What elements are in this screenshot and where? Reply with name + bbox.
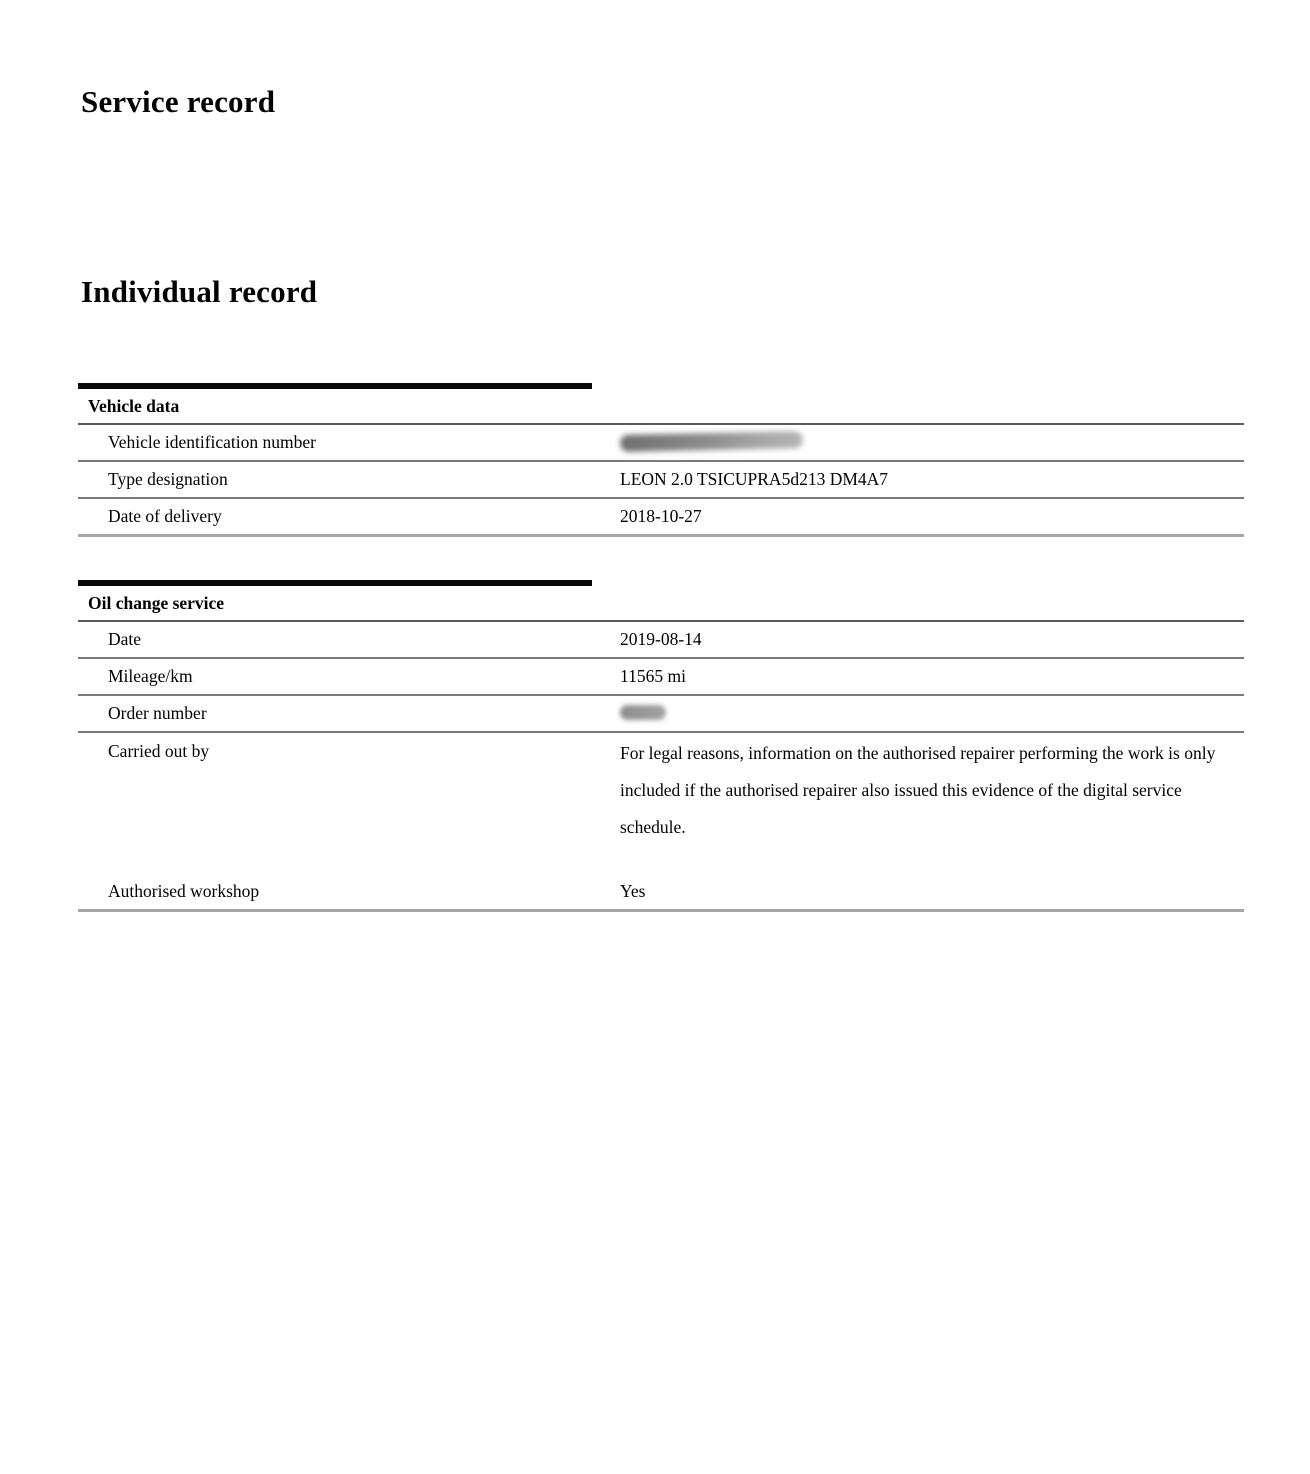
row-value: 2018-10-27	[620, 506, 702, 526]
row-label: Vehicle identification number	[108, 432, 316, 452]
row-label: Date of delivery	[108, 506, 222, 526]
row-value: 2019-08-14	[620, 629, 702, 649]
page-title: Service record	[81, 84, 276, 119]
row-label: Authorised workshop	[108, 881, 260, 901]
row-label: Mileage/km	[108, 666, 193, 686]
vehicle-data-table	[78, 383, 1244, 537]
table-row	[78, 622, 1244, 659]
row-label: Order number	[108, 703, 207, 723]
oil-change-service-table	[78, 580, 1244, 912]
table-row	[78, 462, 1244, 499]
legal-notice-text: For legal reasons, information on the authorised repairer performing the work is only included if the authorised repairer also issued this evidence of the digital service schedule.	[620, 743, 1216, 837]
table-row	[78, 659, 1244, 696]
row-label: Carried out by	[108, 741, 210, 761]
row-value	[620, 733, 1244, 846]
row-value: 11565 mi	[620, 666, 686, 686]
redacted-vin-blur	[620, 431, 803, 452]
table-row	[78, 733, 1244, 846]
section-heading: Individual record	[81, 274, 318, 309]
row-value	[620, 702, 1244, 725]
redacted-order-number-blur	[620, 705, 666, 720]
oil-change-service-header: Oil change service	[78, 586, 1244, 622]
table-row	[78, 874, 1244, 912]
table-row	[78, 499, 1244, 537]
vehicle-data-header: Vehicle data	[78, 389, 1244, 425]
row-value	[620, 430, 1244, 455]
row-label: Type designation	[108, 469, 228, 489]
table-row	[78, 425, 1244, 462]
table-row	[78, 696, 1244, 733]
row-label: Date	[108, 629, 142, 649]
row-value: Yes	[620, 881, 646, 901]
row-value: LEON 2.0 TSICUPRA5d213 DM4A7	[620, 469, 889, 489]
